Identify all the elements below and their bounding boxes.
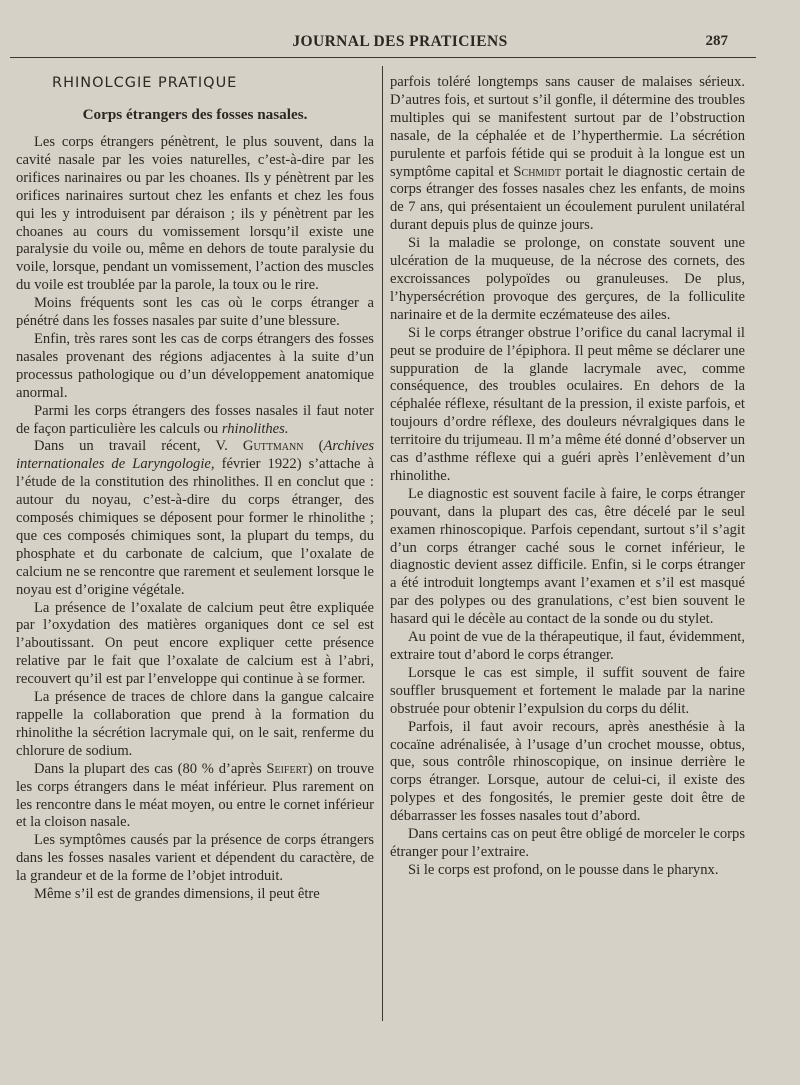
paragraph: Parfois, il faut avoir recours, après anesthésie à la cocaïne adrénalisée, à l’usage d’un crochet mousse, obtus, que, sous contrôle rhinoscopique, on insinue derrière le corps étranger. Lorsque, autour de celui-ci, il existe des polypes et des fongosités, le premier geste doit être de débarrasser les fosses nasales tout d’abord. — [390, 718, 745, 825]
paragraph: Les corps étrangers pénètrent, le plus souvent, dans la cavité nasale par les voies naturelles, c’est-à-dire par les orifices narinaires ou par les choanes. Ils y pénètrent par les orifices narinaires surtout chez les enfants et chez les fous qui les y introduisent par déraison ; ils y pénètrent par les choanes au cours du vomissement lorsqu’il existe une paralysie du voile ou, même en dehors de toute paralysie du voile, lorsque, pendant un vomissement, l’action des muscles du voile est troublée par la parole, la toux ou le rire. — [16, 134, 374, 294]
paragraph-text: portait le diagnostic certain de corps étranger des fosses nasales chez les enfants, de moins de 7 ans, qui présentaient un écoulement purulent unilatéral durant depuis plus de quinze jours. — [390, 163, 745, 234]
page-number: 287 — [705, 33, 728, 49]
paragraph: La présence de traces de chlore dans la gangue calcaire rappelle la collaboration que prend à la formation du rhinolithe la sécrétion lacrymale qui, on le sait, renferme du chlorure de sodium. — [16, 689, 374, 759]
paragraph-text: Parmi les corps étrangers des fosses nasales il faut noter de façon particulière les calculs ou — [16, 402, 374, 437]
paragraph — [390, 74, 745, 235]
paragraph — [16, 761, 374, 833]
paragraph-text: février 1922) s’attache à l’étude de la constitution des rhinolithes. Il en conclut que : autour du noyau, c’est-à-dire du corps étranger, des composés chimiques se déposent pour former le rhinolithe ; que ces composés chimiques sont, la plupart du temps, du phosphate et du carbonate de calcium, que l’oxalate de calcium ne se rencontre que rarement et seulement lorsque le noyau est d’origine végétale. — [16, 456, 374, 598]
section-title: RHINOLCGIE PRATIQUE — [52, 75, 238, 91]
article-title: Corps étrangers des fosses nasales. — [82, 106, 308, 123]
paragraph: Dans certains cas on peut être obligé de morceler le corps étranger pour l’extraire. — [390, 826, 745, 860]
left-column — [16, 74, 374, 904]
header-rule — [10, 57, 756, 58]
page-header — [0, 30, 800, 56]
paragraph: Si la maladie se prolonge, on constate souvent une ulcération de la muqueuse, de la nécrose des cornets, des excroissances polypoïdes ou granuleuses. De plus, l’hypersécrétion provoque des gerçures, de la folliculite narinaire et de la dermite eczémateuse des ailes. — [390, 235, 745, 323]
paragraph: Même s’il est de grandes dimensions, il peut être — [34, 886, 320, 903]
journal-citation: Archives internationales de Laryngologie, — [16, 438, 374, 473]
paragraph: Enfin, très rares sont les cas de corps étrangers des fosses nasales provenant des régions adjacentes à la suite d’un processus pathologique ou d’un développement anatomique anormal. — [16, 330, 374, 401]
paragraph: La présence de l’oxalate de calcium peut être expliquée par l’oxydation des matières organiques dont ce sel est l’aboutissant. On peut encore expliquer cette présence relative par le fait que l’oxalate de calcium est à l’abri, recouvert qu’il est par l’enveloppe qui continue à se former. — [16, 599, 374, 688]
paragraph: Si le corps étranger obstrue l’orifice du canal lacrymal il peut se produire de l’épiphora. Il peut même se déclarer une suppuration de la glande lacrymale avec, comme conséquence, des troubles oculaires. En dehors de la céphalée réflexe, résultant de la pression, il existe parfois, et toujours d’ordre réflexe, des douleurs névralgiques dans le territoire du trijumeau. Il m’a même été donné d’observer un cas d’asthme réflexe qui a guéri après l’enlèvement d’un rhinolithe. — [390, 324, 745, 484]
paragraph: Au point de vue de la thérapeutique, il faut, évidemment, extraire tout d’abord le corps étranger. — [390, 629, 745, 663]
paragraph — [16, 438, 374, 599]
paragraph-text: Dans la plupart des cas (80 % d’après — [34, 760, 267, 777]
paragraph-text: parfois toléré longtemps sans causer de malaises sérieux. D’autres fois, et surtout s’il gonfle, il détermine des troubles multiples qui se manifestent surtout par de l’obstruction nasale, de la céphalée et de l’hyperthermie. La sécrétion purulente et parfois fétide qui se produit à la longue est un symptôme capital et — [390, 74, 745, 180]
paragraph: Le diagnostic est souvent facile à faire, le corps étranger pouvant, dans la plupart des cas, être décelé par le seul examen rhinoscopique. Parfois cependant, surtout s’il s’agit d’un corps étranger caché sous le cornet inférieur, le diagnostic devient assez difficile. Enfin, si le corps étranger a été introduit longtemps avant l’examen et s’il est masqué par des polypes ou des granulations, c’est bien souvent le hasard qui le décèle au contact de la sonde ou du stylet. — [390, 485, 745, 628]
author-name: Seifert — [266, 760, 308, 777]
term-italic: rhinolithes. — [221, 420, 289, 437]
paragraph: Lorsque le cas est simple, il suffit souvent de faire souffler brusquement et fortement le malade par la narine obstruée pour obtenir l’expulsion du corps du délit. — [390, 664, 745, 717]
paragraph: Si le corps est profond, on le pousse dans le pharynx. — [408, 861, 719, 878]
author-name: Guttmann — [242, 438, 304, 455]
author-name: Schmidt — [513, 163, 561, 180]
paragraph-text: ) on trouve les corps étrangers dans le méat inférieur. Plus rarement on les rencontre dans le méat moyen, ou entre le cornet inférieur et la cloison nasale. — [16, 760, 374, 831]
journal-title: JOURNAL DES PRATICIENS — [292, 33, 508, 50]
column-divider — [382, 66, 383, 1021]
paragraph-text: Dans un travail récent, V. — [34, 438, 243, 455]
right-column — [390, 74, 745, 880]
paragraph-text: ( — [303, 438, 324, 455]
paragraph: Moins fréquents sont les cas où le corps étranger a pénétré dans les fosses nasales par suite d’une blessure. — [16, 295, 374, 330]
paragraph — [16, 403, 374, 439]
paragraph: Les symptômes causés par la présence de corps étrangers dans les fosses nasales varient et dépendent du caractère, de la grandeur et de la forme de l’objet introduit. — [16, 832, 374, 885]
